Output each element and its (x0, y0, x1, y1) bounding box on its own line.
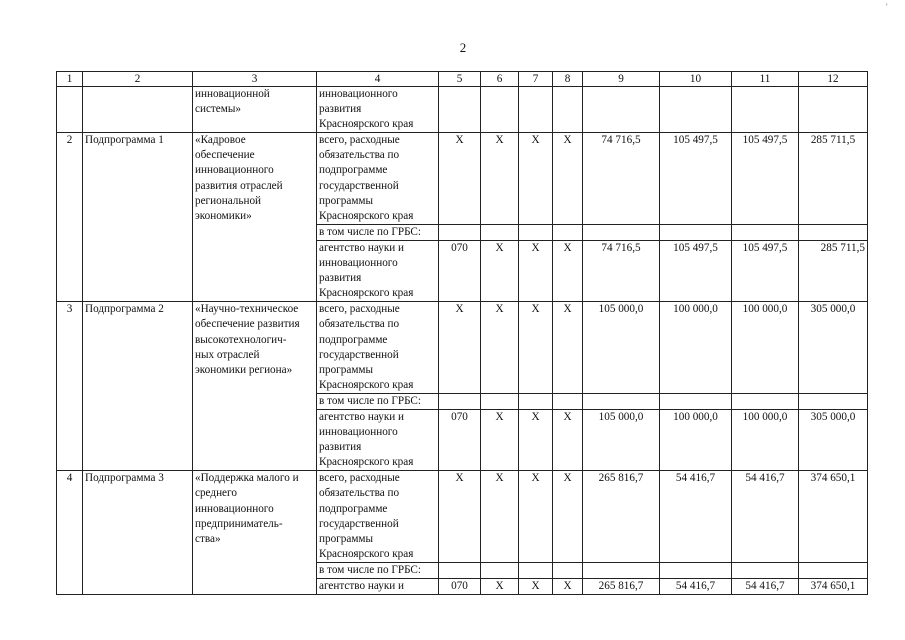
cell-col12: 374 650,1 (799, 579, 868, 595)
program-title: «Научно-техническое обеспечение развития высокотехнологич- ных отраслей экономики региона» (195, 303, 300, 376)
cell-col9: 105 000,0 (583, 409, 660, 470)
cell-col12: 305 000,0 (799, 409, 868, 470)
cell-col8: Х (553, 302, 583, 394)
cell-col5: 070 (439, 409, 481, 470)
cell-col10: 105 497,5 (660, 240, 732, 301)
cell-col11: 100 000,0 (732, 302, 799, 394)
table-header-row (57, 72, 868, 87)
total-label: всего, расходные обязательства по подпрограмме государственной программы Красноярского края (319, 472, 414, 560)
row-number: 2 (57, 133, 83, 302)
program-title: «Кадровое обеспечение инновационного развития отраслей региональной экономики» (195, 134, 283, 222)
table-row-subprogram-total (57, 302, 868, 394)
cell-col10: 100 000,0 (660, 302, 732, 394)
cell-col10: 54 416,7 (660, 579, 732, 595)
cell-col7: Х (519, 471, 553, 563)
cell-col6: Х (481, 302, 519, 394)
total-label-cell (317, 471, 439, 563)
cell-col5: Х (439, 133, 481, 225)
program-title-cell (193, 302, 317, 471)
cell-col8: Х (553, 471, 583, 563)
column-header: 4 (317, 72, 439, 87)
row-number: 4 (57, 471, 83, 595)
continuation-label-cell (317, 87, 439, 133)
column-header: 12 (799, 72, 868, 87)
cell-col11: 100 000,0 (732, 409, 799, 470)
program-title-cell (193, 471, 317, 595)
cell-col5: 070 (439, 579, 481, 595)
continuation-label: инновационного развития Красноярского края (319, 88, 414, 131)
cell-col11: 105 497,5 (732, 133, 799, 225)
total-label-cell (317, 133, 439, 225)
agency-label-cell (317, 409, 439, 470)
program-title: «Поддержка малого и среднего инновационного предприниматель- ства» (195, 472, 299, 545)
cell-col12: 285 711,5 (799, 240, 868, 301)
cell-col9: 105 000,0 (583, 302, 660, 394)
cell-col10: 54 416,7 (660, 471, 732, 563)
table-row-continuation (57, 87, 868, 133)
incl-label: в том числе по ГРБС: (317, 224, 439, 240)
cell-col10: 105 497,5 (660, 133, 732, 225)
column-header: 3 (193, 72, 317, 87)
column-header: 2 (83, 72, 193, 87)
column-header: 6 (481, 72, 519, 87)
cell-col8: Х (553, 579, 583, 595)
agency-label-cell (317, 579, 439, 595)
cell-col11: 54 416,7 (732, 579, 799, 595)
cell-col8: Х (553, 133, 583, 225)
cell-col12: 374 650,1 (799, 471, 868, 563)
cell-col10: 100 000,0 (660, 409, 732, 470)
continuation-title-cell (193, 87, 317, 133)
column-header: 7 (519, 72, 553, 87)
column-header: 1 (57, 72, 83, 87)
cell-col6: Х (481, 240, 519, 301)
agency-label: агентство науки и (319, 580, 405, 592)
cell-col7: Х (519, 409, 553, 470)
incl-label: в том числе по ГРБС: (317, 393, 439, 409)
cell-col5: Х (439, 471, 481, 563)
table-row-subprogram-total (57, 471, 868, 563)
program-name: Подпрограмма 3 (83, 471, 193, 595)
program-name: Подпрограмма 2 (83, 302, 193, 471)
column-header: 8 (553, 72, 583, 87)
total-label: всего, расходные обязательства по подпрограмме государственной программы Красноярского края (319, 303, 414, 391)
agency-label-cell (317, 240, 439, 301)
cell-col9: 265 816,7 (583, 579, 660, 595)
cell-col6: Х (481, 471, 519, 563)
cell-col7: Х (519, 302, 553, 394)
cell-col7: Х (519, 240, 553, 301)
cell-col12: 285 711,5 (799, 133, 868, 225)
page-number: 2 (459, 40, 467, 55)
cell-col12: 305 000,0 (799, 302, 868, 394)
cell-col6: Х (481, 579, 519, 595)
column-header: 5 (439, 72, 481, 87)
cell-col11: 105 497,5 (732, 240, 799, 301)
cell-col9: 74 716,5 (583, 240, 660, 301)
cell-col9: 265 816,7 (583, 471, 660, 563)
agency-label: агентство науки и инновационного развития Красноярского края (319, 410, 414, 469)
cell-col9: 74 716,5 (583, 133, 660, 225)
cell-col11: 54 416,7 (732, 471, 799, 563)
budget-table (56, 71, 868, 595)
column-header: 10 (660, 72, 732, 87)
cell-col8: Х (553, 240, 583, 301)
incl-label: в том числе по ГРБС: (317, 562, 439, 578)
program-name: Подпрограмма 1 (83, 133, 193, 302)
cell-col8: Х (553, 409, 583, 470)
cell-col6: Х (481, 133, 519, 225)
column-header: 11 (732, 72, 799, 87)
table-row-subprogram-total (57, 133, 868, 225)
row-number: 3 (57, 302, 83, 471)
cell-col6: Х (481, 409, 519, 470)
continuation-title: инновационной системы» (195, 88, 270, 116)
program-title-cell (193, 133, 317, 302)
total-label: всего, расходные обязательства по подпрограмме государственной программы Красноярского края (319, 134, 414, 222)
column-header: 9 (583, 72, 660, 87)
total-label-cell (317, 302, 439, 394)
cell-col5: Х (439, 302, 481, 394)
agency-label: агентство науки и инновационного развития Красноярского края (319, 241, 414, 300)
cell-col7: Х (519, 133, 553, 225)
cell-col5: 070 (439, 240, 481, 301)
cell-col7: Х (519, 579, 553, 595)
corner-mark: ' (886, 2, 888, 12)
